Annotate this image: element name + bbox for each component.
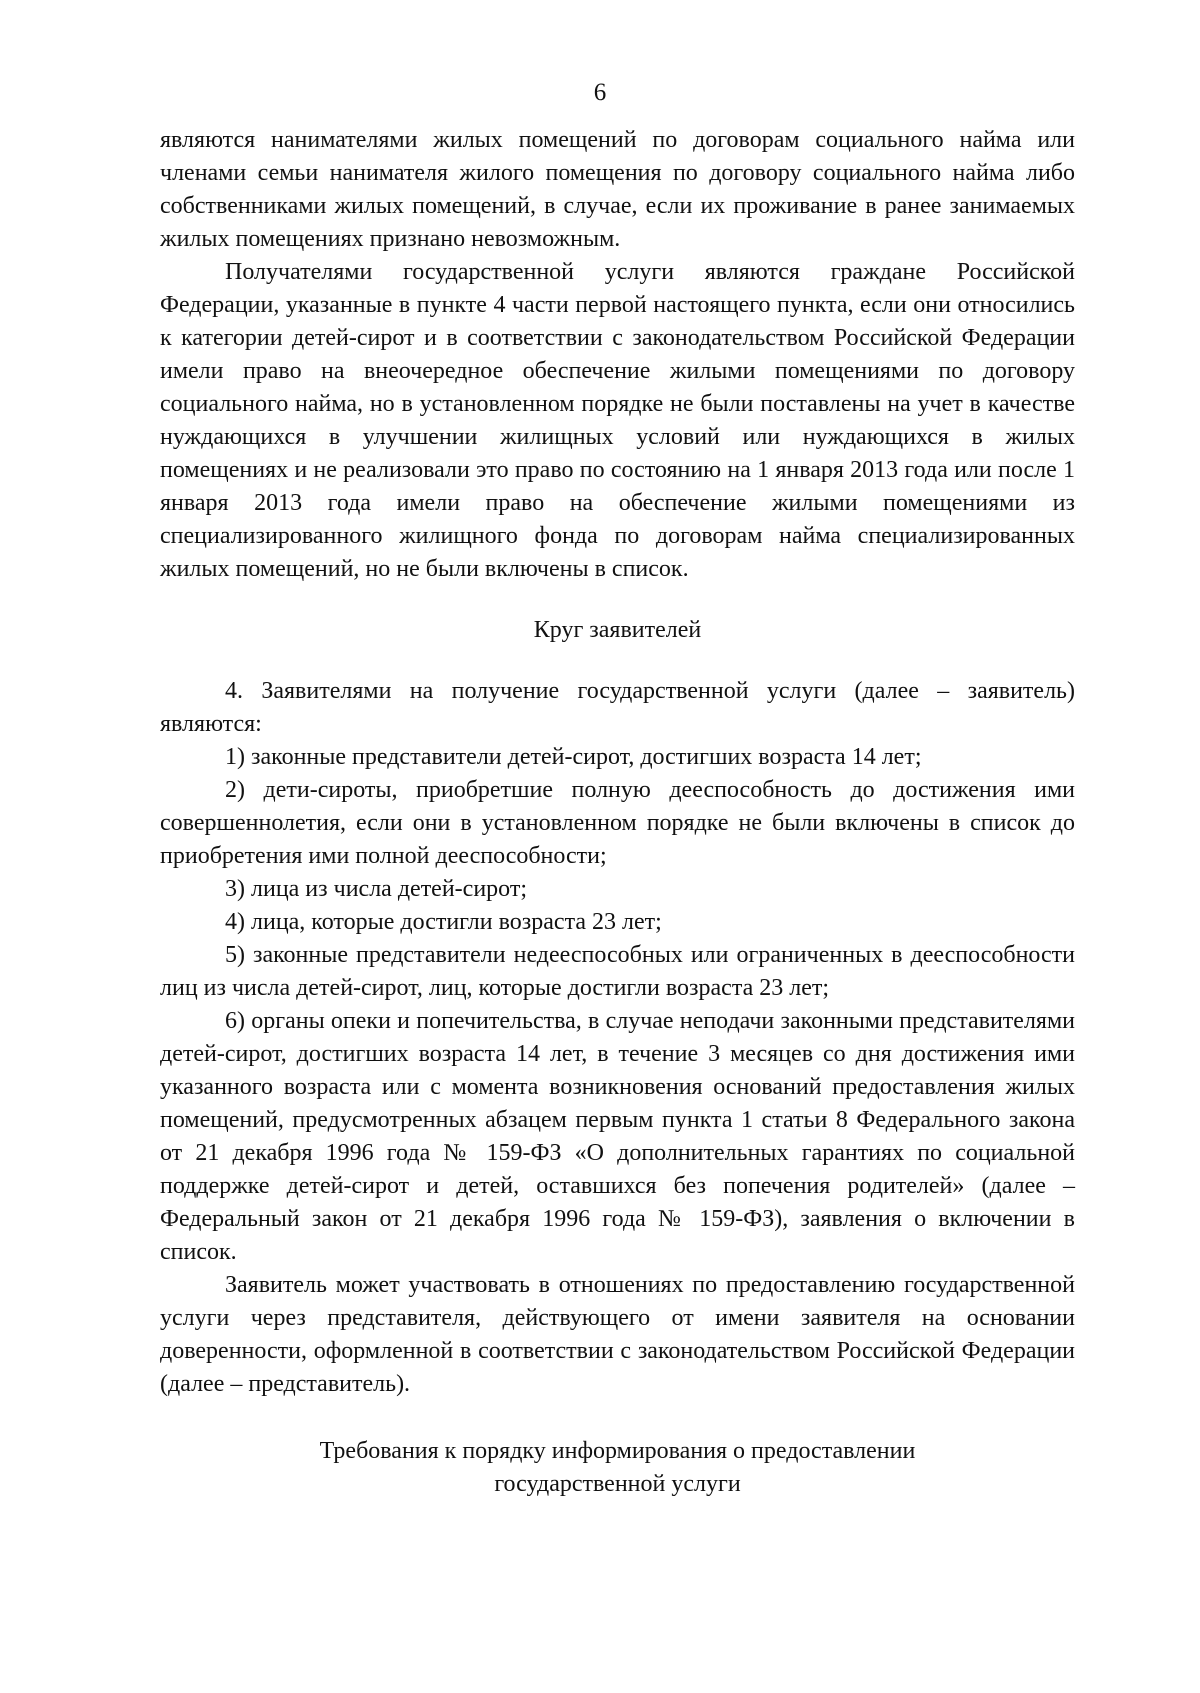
paragraph-representative: Заявитель может участвовать в отношениях по предоставлению государственной услуги через представителя, действующего от имени заявителя на основании доверенности, оформленной в соответствии с законодательством Российской Федерации (далее – представитель). — [160, 1272, 1075, 1397]
applicant-item-4: 4) лица, которые достигли возраста 23 лет; — [225, 909, 662, 935]
heading-requirements-line-2: государственной услуги — [494, 1471, 741, 1497]
applicant-item-6: 6) органы опеки и попечительства, в случае неподачи законными представителями детей-сирот, достигших возраста 14 лет, в течение 3 месяцев со дня достижения ими указанного возраста или с момента возникновения оснований предоставления жилых помещений, предусмотренных абзацем первым пункта 1 статьи 8 Федерального закона от 21 декабря 1996 года № 159-ФЗ «О дополнительных гарантиях по социальной поддержке детей-сирот и детей, оставшихся без попечения родителей» (далее – Федеральный закон от 21 декабря 1996 года № 159-ФЗ), заявления о включении в список. — [160, 1008, 1075, 1265]
section-heading-applicants: Круг заявителей — [533, 617, 702, 643]
applicant-item-1: 1) законные представители детей-сирот, достигших возраста 14 лет; — [225, 744, 922, 770]
applicants-intro: 4. Заявителями на получение государственной услуги (далее – заявитель) являются: — [160, 678, 1075, 737]
heading-requirements-line-1: Требования к порядку информирования о предоставлении — [319, 1438, 916, 1464]
applicant-item-5: 5) законные представители недееспособных или ограниченных в дееспособности лиц из числа детей-сирот, лиц, которые достигли возраста 23 лет; — [160, 942, 1075, 1001]
page-number: 6 — [593, 79, 607, 106]
applicant-item-2: 2) дети-сироты, приобретшие полную дееспособность до достижения ими совершеннолетия, если они в установленном порядке не были включены в список до приобретения ими полной дееспособности; — [160, 777, 1075, 869]
section-heading-requirements — [160, 1435, 1075, 1501]
paragraph-recipients: Получателями государственной услуги являются граждане Российской Федерации, указанные в пункте 4 части первой настоящего пункта, если они относились к категории детей-сирот и в соответствии с законодательством Российской Федерации имели право на внеочередное обеспечение жилыми помещениями по договору социального найма, но в установленном порядке не были поставлены на учет в качестве нуждающихся в улучшении жилищных условий или нуждающихся в жилых помещениях и не реализовали это право по состоянию на 1 января 2013 года или после 1 января 2013 года имели право на обеспечение жилыми помещениями из специализированного жилищного фонда по договорам найма специализированных жилых помещений, но не были включены в список. — [160, 259, 1075, 582]
applicant-item-3: 3) лица из числа детей-сирот; — [225, 876, 528, 902]
document-body — [160, 124, 1075, 1501]
paragraph-continuation: являются нанимателями жилых помещений по договорам социального найма или членами семьи нанимателя жилого помещения по договору социального найма либо собственниками жилых помещений, в случае, если их проживание в ранее занимаемых жилых помещениях признано невозможным. — [160, 127, 1075, 252]
